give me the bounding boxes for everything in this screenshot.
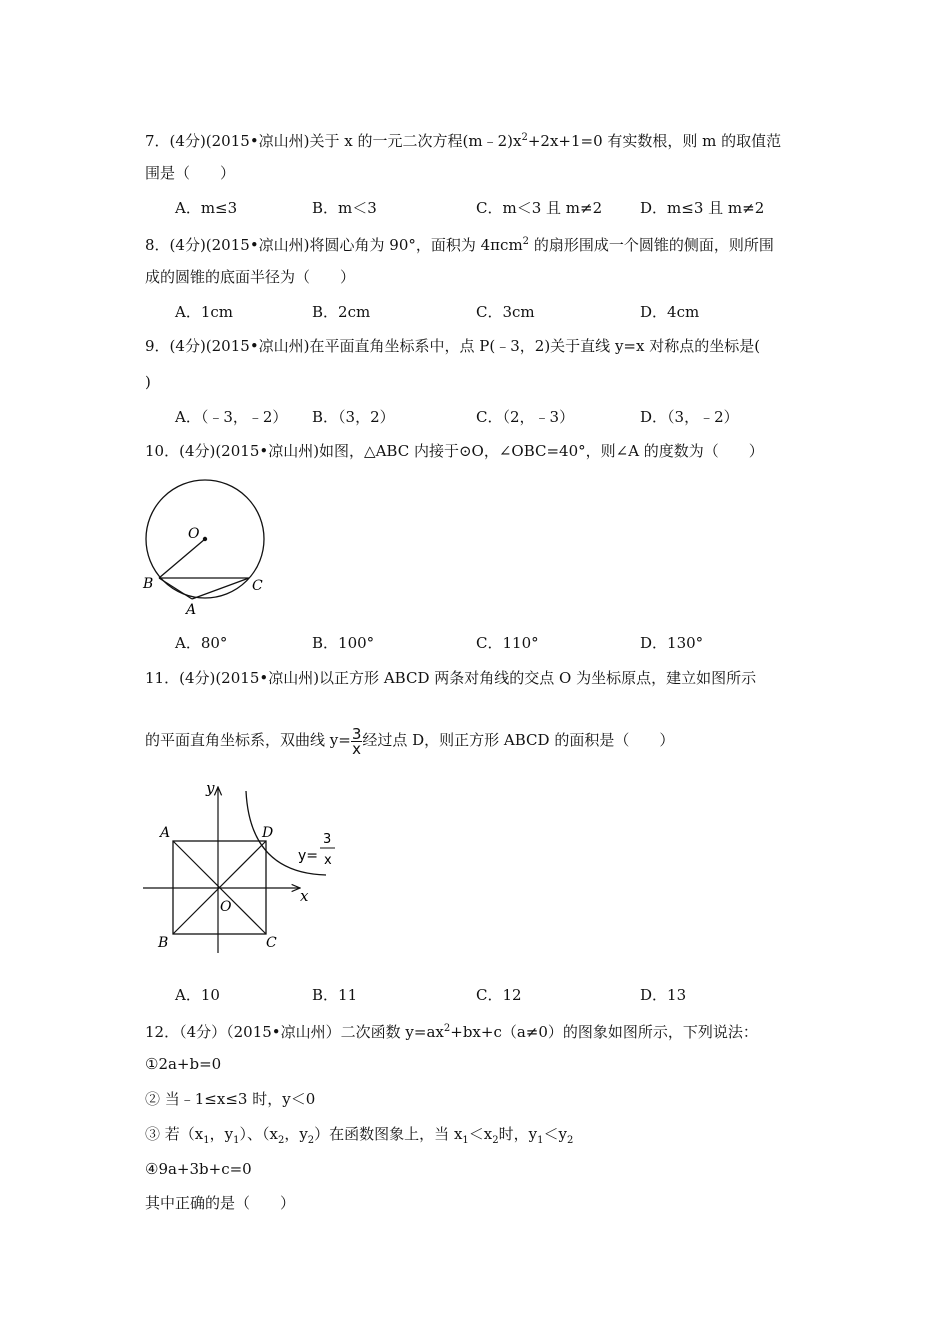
- q7-line1: 7．(4分)(2015•凉山州)关于 x 的一元二次方程$(m﹣2)x^2+2x+1=0$ 有实数根，则 m 的取值范: [145, 132, 782, 150]
- label-d: D: [262, 825, 274, 841]
- q8-line2: 成的圆锥的底面半径为（ ）: [145, 268, 356, 286]
- q9-option-a: A．（﹣3，﹣2）: [175, 408, 288, 426]
- q12-statement-3: ③ 若（$x_1$，$y_1$）、（$x_2$，$y_2$）在函数图象上，当 $x_1<x_2$时，$y_1<y_2$: [145, 1125, 574, 1146]
- label-c: C: [252, 578, 263, 594]
- q9-option-d: D．（3，﹣2）: [640, 408, 739, 426]
- q12-statement-4: ④9a+3b+c=0: [145, 1160, 252, 1178]
- q8-line1: 8．(4分)(2015•凉山州)将圆心角为 90°，面积为 4πcm$^2$ 的扇形围成一个圆锥的侧面，则所围: [145, 236, 774, 254]
- label-c: C: [266, 935, 277, 951]
- q8-option-b: B．2cm: [312, 303, 371, 321]
- q8-option-a: A．1cm: [175, 303, 234, 321]
- q10-option-c: C．110°: [476, 634, 539, 652]
- label-a: A: [160, 825, 171, 841]
- label-o: O: [220, 899, 232, 915]
- q9-line1: 9．(4分)(2015•凉山州)在平面直角坐标系中，点 P(﹣3，2)关于直线 y=x 对称点的坐标是(: [145, 337, 761, 355]
- q11-option-b: B．11: [312, 986, 358, 1004]
- q11-option-d: D．13: [640, 986, 687, 1004]
- curve-label-num: 3: [323, 832, 332, 847]
- q11-line1: 11．(4分)(2015•凉山州)以正方形 ABCD 两条对角线的交点 O 为坐标原点，建立如图所示: [145, 669, 757, 687]
- q7-option-d: D．m≤3 且 m≠2: [640, 199, 765, 217]
- circle-triangle-figure: [138, 478, 278, 618]
- q12-statement-1: ①2a+b=0: [145, 1055, 222, 1073]
- q10-line1: 10．(4分)(2015•凉山州)如图，△ABC 内接于⊙O，∠OBC=40°，则∠A 的度数为（ ）: [145, 442, 764, 460]
- label-b: B: [143, 576, 154, 592]
- q11-option-a: A．10: [175, 986, 220, 1004]
- q8-option-d: D．4cm: [640, 303, 700, 321]
- segment-ba: [159, 578, 192, 599]
- label-a: A: [186, 602, 197, 618]
- q12-statement-2: ② 当﹣1≤x≤3 时，y＜0: [145, 1090, 316, 1108]
- label-b: B: [158, 935, 169, 951]
- segment-ob: [159, 539, 205, 578]
- q11-option-c: C．12: [476, 986, 522, 1004]
- q11-line2: 的平面直角坐标系，双曲线 y= $\frac{3}{x}$ 经过点 D，则正方形 ABCD 的面积是（ ）: [145, 724, 675, 758]
- q7-option-a: A．m≤3: [175, 199, 238, 217]
- q9-option-b: B．（3，2）: [312, 408, 395, 426]
- q12-line1: 12．（4分）（2015•凉山州）二次函数 $y=ax^2+bx+c(a\ne 0)$的图象如图所示，下列说法：: [145, 1023, 758, 1041]
- fraction-3-over-x: $\frac{3}{x}$: [351, 724, 362, 758]
- label-o: O: [188, 526, 200, 542]
- square-hyperbola-figure: [140, 775, 360, 955]
- q12-ask: 其中正确的是（ ）: [145, 1194, 296, 1212]
- label-x: x: [300, 887, 309, 905]
- q7-line2: 围是（ ）: [145, 164, 236, 182]
- label-y: y: [206, 779, 215, 797]
- q10-option-b: B．100°: [312, 634, 375, 652]
- curve-label-den: x: [324, 853, 332, 868]
- point-o: [203, 537, 207, 541]
- q10-option-d: D．130°: [640, 634, 704, 652]
- q7-option-c: C．m＜3 且 m≠2: [476, 199, 603, 217]
- q9-line2: ): [145, 373, 151, 391]
- q9-option-c: C．（2，﹣3）: [476, 408, 575, 426]
- q7-option-b: B．m＜3: [312, 199, 377, 217]
- q10-option-a: A．80°: [175, 634, 228, 652]
- q8-option-c: C．3cm: [476, 303, 535, 321]
- curve-label-prefix: y=: [298, 848, 319, 864]
